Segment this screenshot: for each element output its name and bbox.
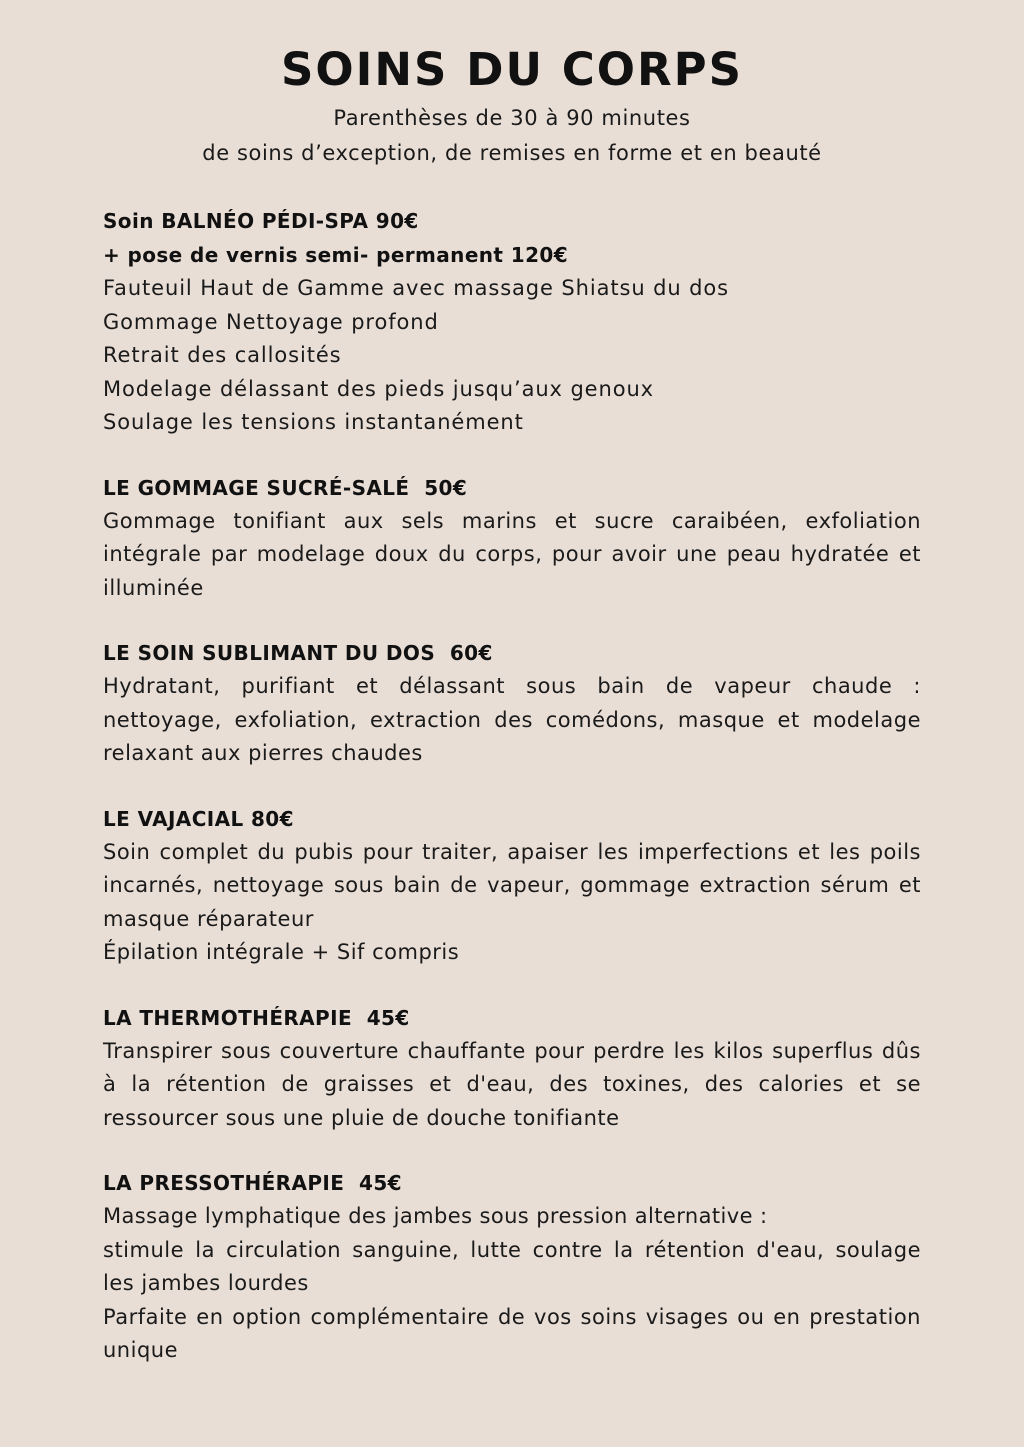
services-list bbox=[103, 204, 921, 1399]
service-thermotherapie bbox=[103, 1001, 921, 1136]
service-heading: LA PRESSOTHÉRAPIE 45€ bbox=[103, 1171, 402, 1195]
service-detail: Gommage Nettoyage profond bbox=[103, 309, 439, 334]
service-description: Gommage tonifiant aux sels marins et sucre caraibéen, exfoliation intégrale par modelage doux du corps, pour avoir une peau hydratée et illuminée bbox=[103, 508, 921, 600]
service-description: Transpirer sous couverture chauffante pour perdre les kilos superflus dûs à la rétention de graisses et d'eau, des toxines, des calories et se ressourcer sous une pluie de douche tonifiante bbox=[103, 1038, 921, 1130]
subtitle-line-2: de soins d’exception, de remises en forme et en beauté bbox=[202, 141, 822, 165]
page-title: SOINS DU CORPS bbox=[280, 43, 744, 96]
service-heading: LA THERMOTHÉRAPIE 45€ bbox=[103, 1005, 410, 1030]
service-extra: Épilation intégrale + Sif compris bbox=[103, 940, 460, 964]
service-extra: Parfaite en option complémentaire de vos soins visages ou en prestation unique bbox=[103, 1304, 921, 1362]
service-heading: LE VAJACIAL 80€ bbox=[103, 806, 294, 831]
service-balneo-pedi-spa bbox=[103, 204, 921, 440]
service-heading: Soin BALNÉO PÉDI-SPA 90€ bbox=[103, 209, 419, 233]
service-description: Soin complet du pubis pour traiter, apaiser les imperfections et les poils incarnés, nettoyage sous bain de vapeur, gommage extraction sérum et masque réparateur bbox=[103, 839, 921, 931]
service-gommage-sucre-sale bbox=[103, 471, 921, 606]
service-vajacial bbox=[103, 802, 921, 970]
subtitle-line-1: Parenthèses de 30 à 90 minutes bbox=[333, 106, 691, 130]
service-detail: Fauteuil Haut de Gamme avec massage Shiatsu du dos bbox=[103, 276, 729, 300]
service-detail: Retrait des callosités bbox=[103, 343, 342, 367]
service-detail: Modelage délassant des pieds jusqu’aux genoux bbox=[103, 376, 654, 401]
service-heading: LE SOIN SUBLIMANT DU DOS 60€ bbox=[103, 641, 493, 665]
service-description-intro: Massage lymphatique des jambes sous pression alternative : bbox=[103, 1204, 768, 1228]
service-detail: Soulage les tensions instantanément bbox=[103, 410, 524, 434]
service-heading-option: + pose de vernis semi- permanent 120€ bbox=[103, 243, 569, 267]
service-description: stimule la circulation sanguine, lutte contre la rétention d'eau, soulage les jambes lourdes bbox=[103, 1237, 921, 1295]
service-description: Hydratant, purifiant et délassant sous bain de vapeur chaude : nettoyage, exfoliation, extraction des comédons, masque et modelage relaxant aux pierres chaudes bbox=[103, 674, 921, 765]
service-pressotherapie bbox=[103, 1166, 921, 1368]
service-soin-sublimant-dos bbox=[103, 636, 921, 771]
service-heading: LE GOMMAGE SUCRÉ-SALÉ 50€ bbox=[103, 475, 468, 500]
